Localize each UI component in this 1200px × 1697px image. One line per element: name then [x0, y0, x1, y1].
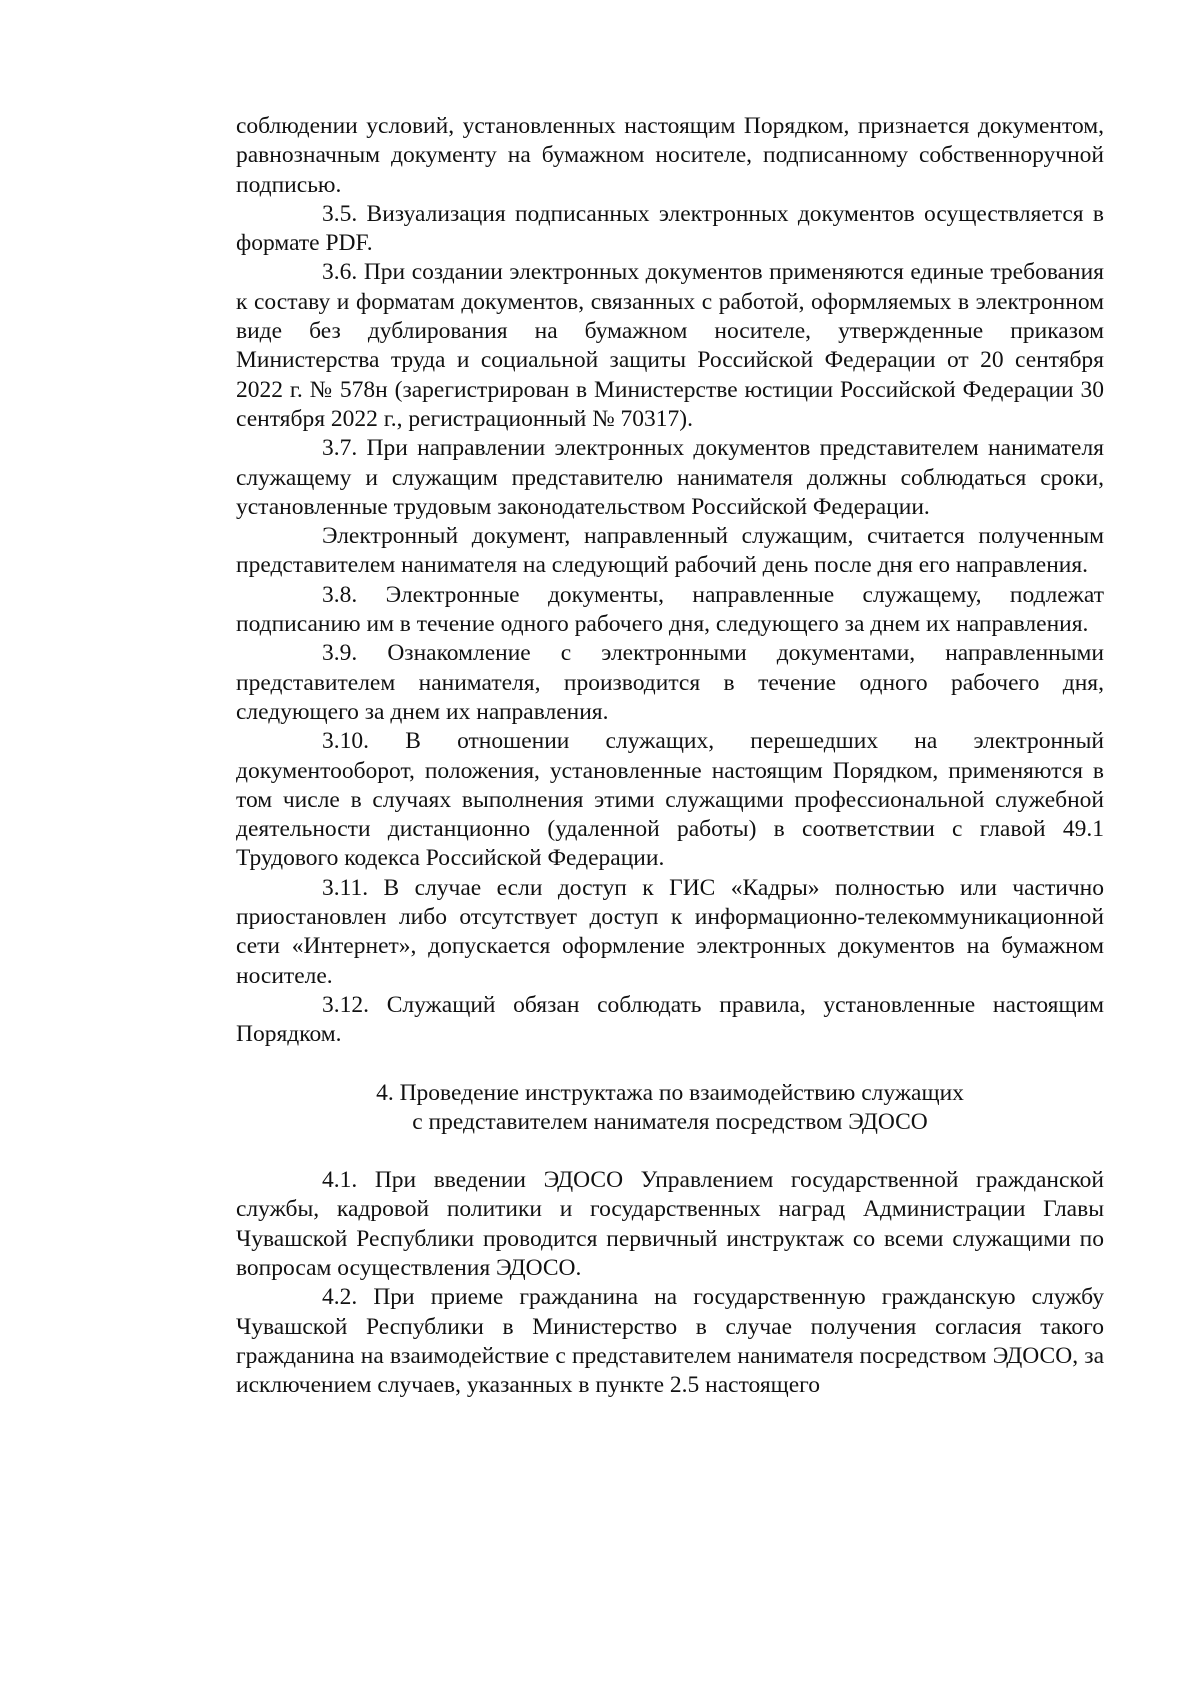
paragraph-3-6: 3.6. При создании электронных документов применяются единые требования к составу и форматам документов, связанных с работой, оформляемых в электронном виде без дублирования на бумажном носителе, утвержденные приказом Министерства труда и социальной защиты Российской Федерации от 20 сентября 2022 г. № 578н (зарегистрирован в Министерстве юстиции Российской Федерации 30 сентября 2022 г., регистрационный № 70317).: [236, 259, 1104, 432]
section-4-heading: [236, 1079, 1104, 1138]
paragraph-3-11: 3.11. В случае если доступ к ГИС «Кадры» полностью или частично приостановлен либо отсутствует доступ к информационно-телекоммуникационной сети «Интернет», допускается оформление электронных документов на бумажном носителе.: [236, 874, 1104, 989]
section-4-heading-line-1: 4. Проведение инструктажа по взаимодействию служащих: [376, 1079, 964, 1106]
paragraph-4-1: 4.1. При введении ЭДОСО Управлением государственной гражданской службы, кадровой политики и государственных наград Администрации Главы Чувашской Республики проводится первичный инструктаж со всеми служащими по вопросам осуществления ЭДОСО.: [236, 1167, 1104, 1281]
paragraph-continuation: соблюдении условий, установленных настоящим Порядком, признается документом, равнозначным документу на бумажном носителе, подписанному собственноручной подписью.: [236, 113, 1104, 198]
document-page: [236, 112, 1104, 1400]
section-4-heading-line-2: с представителем нанимателя посредством ЭДОСО: [412, 1108, 928, 1135]
paragraph-3-5: 3.5. Визуализация подписанных электронных документов осуществляется в формате PDF.: [236, 200, 1104, 257]
paragraph-3-7-b: Электронный документ, направленный служащим, считается полученным представителем нанимателя на следующий рабочий день после дня его направления.: [236, 523, 1104, 579]
paragraph-3-12: 3.12. Служащий обязан соблюдать правила, установленные настоящим Порядком.: [236, 991, 1104, 1048]
paragraph-3-9: 3.9. Ознакомление с электронными документами, направленными представителем нанимателя, производится в течение одного рабочего дня, следующего за днем их направления.: [236, 640, 1104, 725]
paragraph-3-7: 3.7. При направлении электронных документов представителем нанимателя служащему и служащим представителю нанимателя должны соблюдаться сроки, установленные трудовым законодательством Российской Федерации.: [236, 435, 1104, 520]
paragraph-4-2: 4.2. При приеме гражданина на государственную гражданскую службу Чувашской Республики в Министерство в случае получения согласия такого гражданина на взаимодействие с представителем нанимателя посредством ЭДОСО, за исключением случаев, указанных в пункте 2.5 настоящего: [236, 1284, 1104, 1399]
paragraph-3-10: 3.10. В отношении служащих, перешедших на электронный документооборот, положения, установленные настоящим Порядком, применяются в том числе в случаях выполнения этими служащими профессиональной служебной деятельности дистанционно (удаленной работы) в соответствии с главой 49.1 Трудового кодекса Российской Федерации.: [236, 728, 1104, 872]
paragraph-3-8: 3.8. Электронные документы, направленные служащему, подлежат подписанию им в течение одного рабочего дня, следующего за днем их направления.: [236, 581, 1104, 638]
